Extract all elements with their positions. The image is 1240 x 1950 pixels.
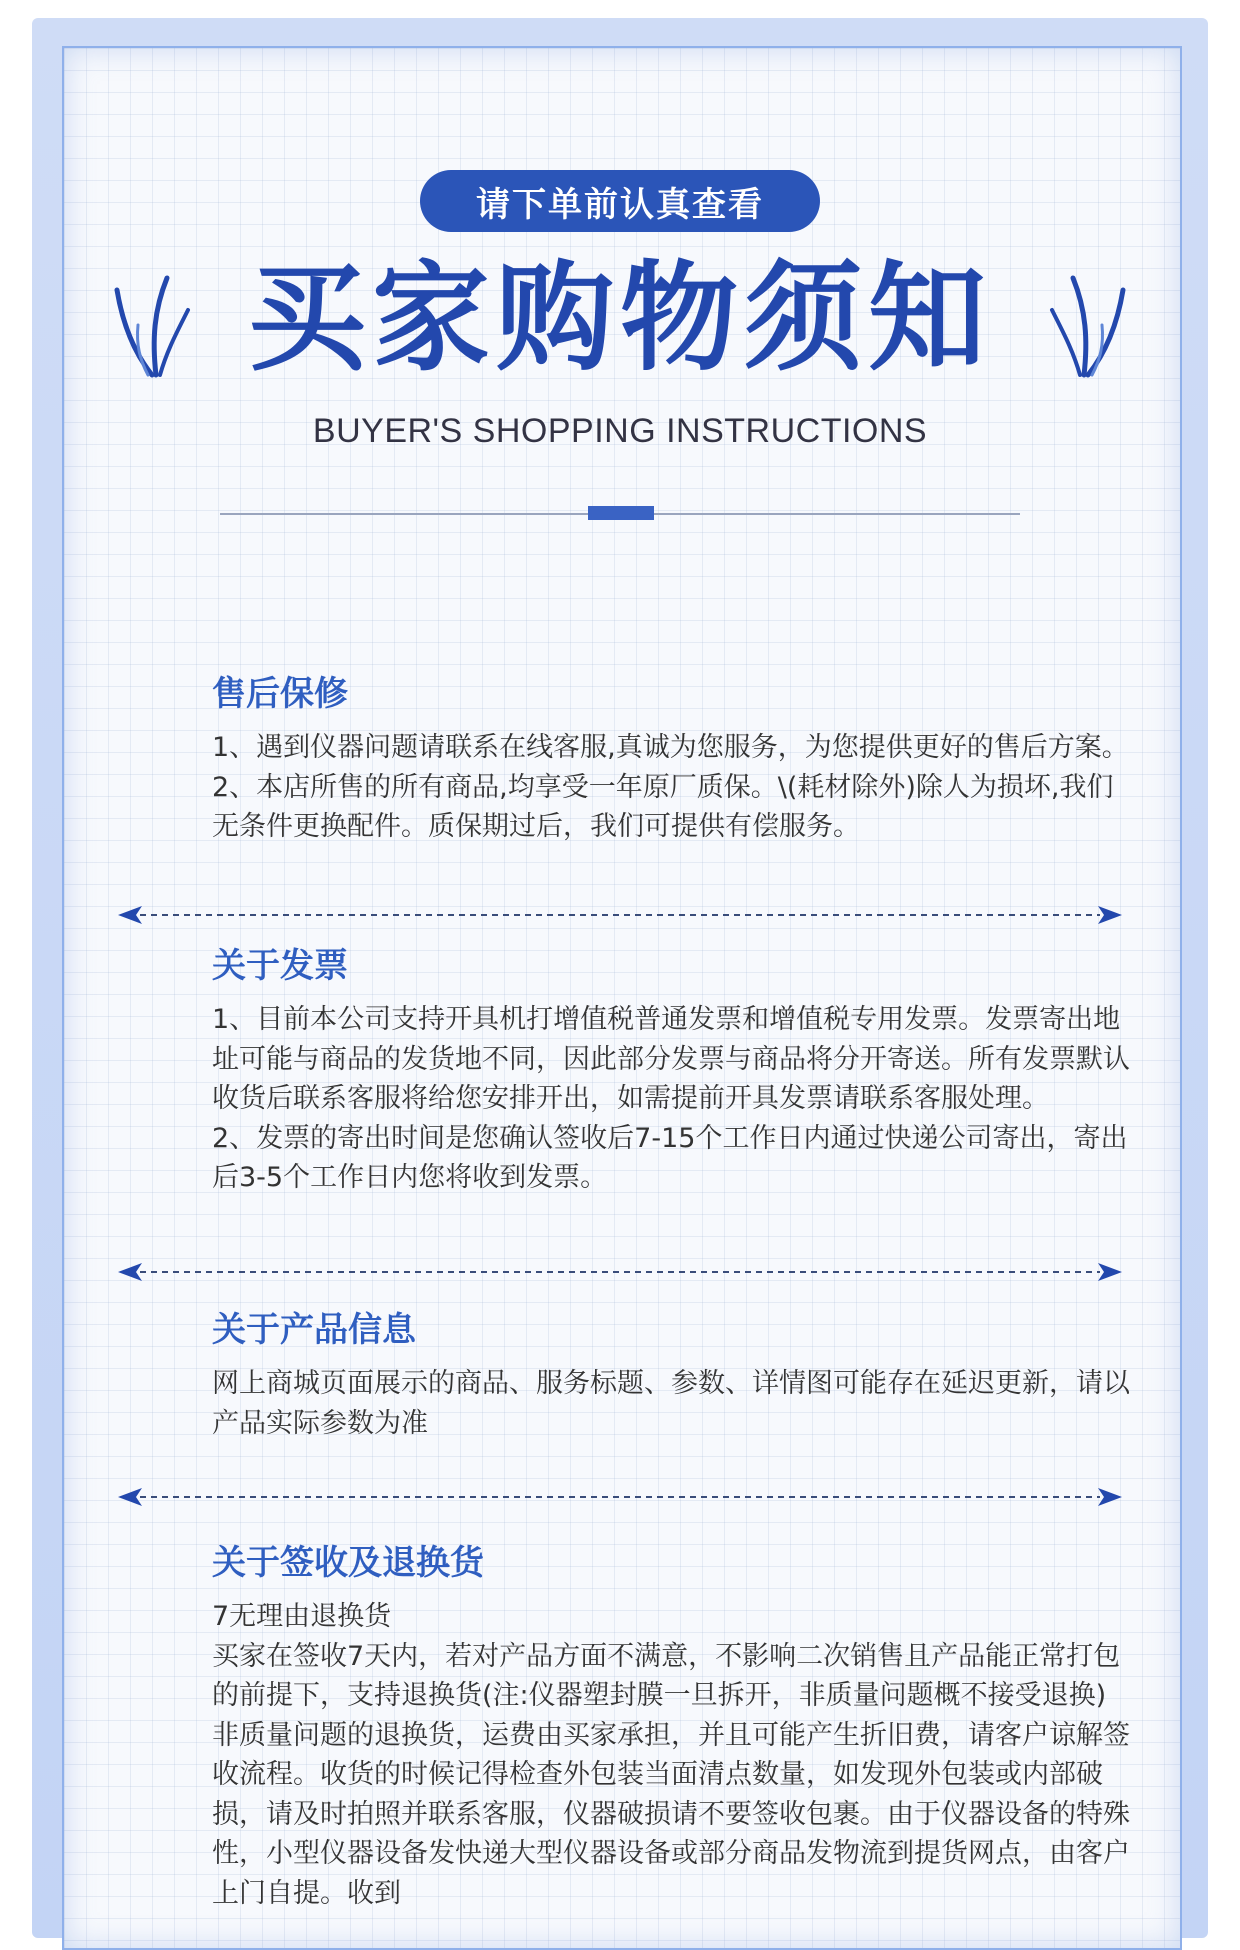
section-paragraph: 2、本店所售的所有商品,均享受一年原厂质保。\(耗材除外)除人为损坏,我们无条件更换配件。质保期过后，我们可提供有偿服务。 (212, 771, 1114, 842)
section-paragraph: 1、遇到仪器问题请联系在线客服,真诚为您服务，为您提供更好的售后方案。 (212, 732, 1129, 763)
leaf-ornament-right-icon (1048, 270, 1128, 380)
page-subtitle: BUYER'S SHOPPING INSTRUCTIONS (312, 412, 928, 450)
section-title: 关于签收及退换货 (212, 1543, 484, 1583)
section-after-sales (212, 670, 1132, 847)
page-title: 买家购物须知 (247, 249, 992, 387)
notice-pill: 请下单前认真查看 (420, 170, 820, 232)
section-title: 售后保修 (212, 674, 348, 714)
section-title: 关于发票 (212, 946, 348, 986)
header-divider-accent (588, 506, 654, 520)
section-divider-arrow (118, 1485, 1122, 1509)
section-divider-arrow (118, 1260, 1122, 1284)
section-paragraph: 买家在签收7天内，若对产品方面不满意，不影响二次销售且产品能正常打包的前提下，支持退换货(注:仪器塑封膜一旦拆开，非质量问题概不接受退换)非质量问题的退换货，运费由买家承担，并且可能产生折旧费，请客户谅解签收流程。收货的时候记得检查外包装当面清点数量，如发现外包装或内部破损，请及时拍照并联系客服，仪器破损请不要签收包裹。由于仪器设备的特殊性，小型仪器设备发快递大型仪器设备或部分商品发物流到提货网点，由客户上门自提。收到 (212, 1640, 1130, 1909)
section-paragraph: 网上商城页面展示的商品、服务标题、参数、详情图可能存在延迟更新，请以产品实际参数为准 (212, 1368, 1130, 1439)
section-product-info (212, 1306, 1132, 1443)
section-paragraph: 7无理由退换货 (212, 1601, 392, 1632)
section-divider-arrow (118, 903, 1122, 927)
section-invoice (212, 942, 1132, 1198)
section-title: 关于产品信息 (212, 1310, 416, 1350)
section-paragraph: 2、发票的寄出时间是您确认签收后7-15个工作日内通过快递公司寄出，寄出后3-5个工作日内您将收到发票。 (212, 1122, 1128, 1193)
section-receipt-returns (212, 1539, 1132, 1913)
section-paragraph: 1、目前本公司支持开具机打增值税普通发票和增值税专用发票。发票寄出地址可能与商品的发货地不同，因此部分发票与商品将分开寄送。所有发票默认收货后联系客服将给您安排开出，如需提前开具发票请联系客服处理。 (212, 1004, 1130, 1114)
